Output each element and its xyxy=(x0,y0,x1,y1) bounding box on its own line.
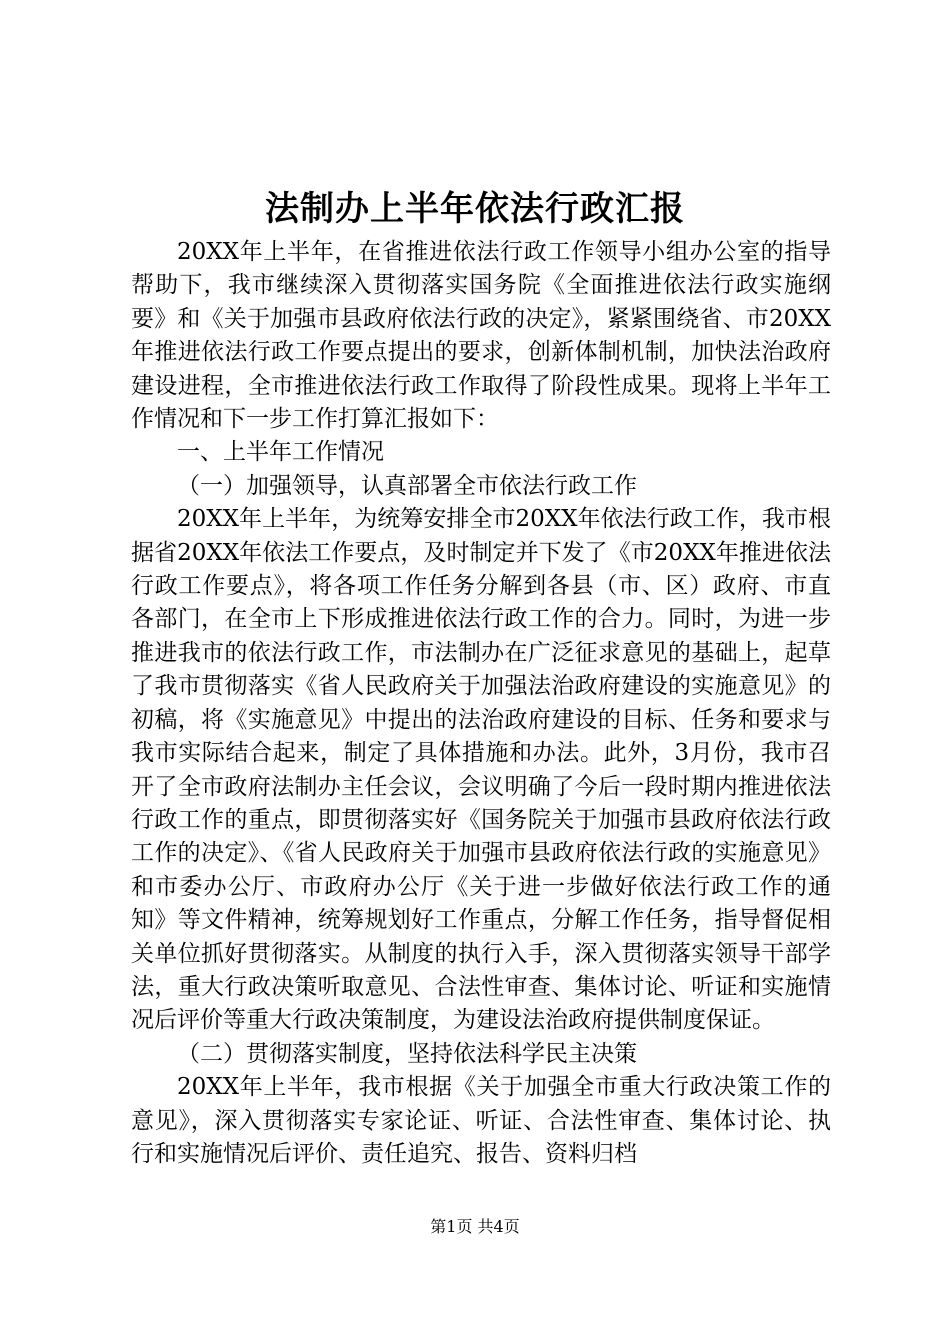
page-number-footer: 第1页 共4页 xyxy=(430,1217,520,1236)
body-paragraph-2: 20XX年上半年，我市根据《关于加强全市重大行政决策工作的意见》，深入贯彻落实专家论证、听证、合法性审查、集体讨论、执行和实施情况后评价、责任追究、报告、资料归档 xyxy=(131,1074,831,1167)
intro-paragraph: 20XX年上半年，在省推进依法行政工作领导小组办公室的指导帮助下，我市继续深入贯彻落实国务院《全面推进依法行政实施纲要》和《关于加强市县政府依法行政的决定》，紧紧围绕省、市20XX年推进依法行政工作要点提出的要求，创新体制机制，加快法治政府建设进程，全市推进依法行政工作取得了阶段性成果。现将上半年工作情况和下一步工作打算汇报如下： xyxy=(131,239,831,433)
subsection-heading-2: （二）贯彻落实制度，坚持依法科学民主决策 xyxy=(177,1040,637,1067)
subsection-heading-1: （一）加强领导，认真部署全市依法行政工作 xyxy=(177,472,637,499)
document-body xyxy=(131,236,831,1171)
body-paragraph-1: 20XX年上半年，为统筹安排全市20XX年依法行政工作，我市根据省20XX年依法工作要点，及时制定并下发了《市20XX年推进依法行政工作要点》，将各项工作任务分解到各县（市、区）政府、市直各部门，在全市上下形成推进依法行政工作的合力。同时，为进一步推进我市的依法行政工作，市法制办在广泛征求意见的基础上，起草了我市贯彻落实《省人民政府关于加强法治政府建设的实施意见》的初稿，将《实施意见》中提出的法治政府建设的目标、任务和要求与我市实际结合起来，制定了具体措施和办法。此外，3月份，我市召开了全市政府法制办主任会议，会议明确了今后一段时期内推进依法行政工作的重点，即贯彻落实好《国务院关于加强市县政府依法行政工作的决定》、《省人民政府关于加强市县政府依法行政的实施意见》和市委办公厅、市政府办公厅《关于进一步做好依法行政工作的通知》等文件精神，统筹规划好工作重点，分解工作任务，指导督促相关单位抓好贯彻落实。从制度的执行入手，深入贯彻落实领导干部学法，重大行政决策听取意见、合法性审查、集体讨论、听证和实施情况后评价等重大行政决策制度，为建设法治政府提供制度保证。 xyxy=(131,506,831,1034)
document-title: 法制办上半年依法行政汇报 xyxy=(265,189,685,229)
section-heading: 一、上半年工作情况 xyxy=(177,439,384,466)
